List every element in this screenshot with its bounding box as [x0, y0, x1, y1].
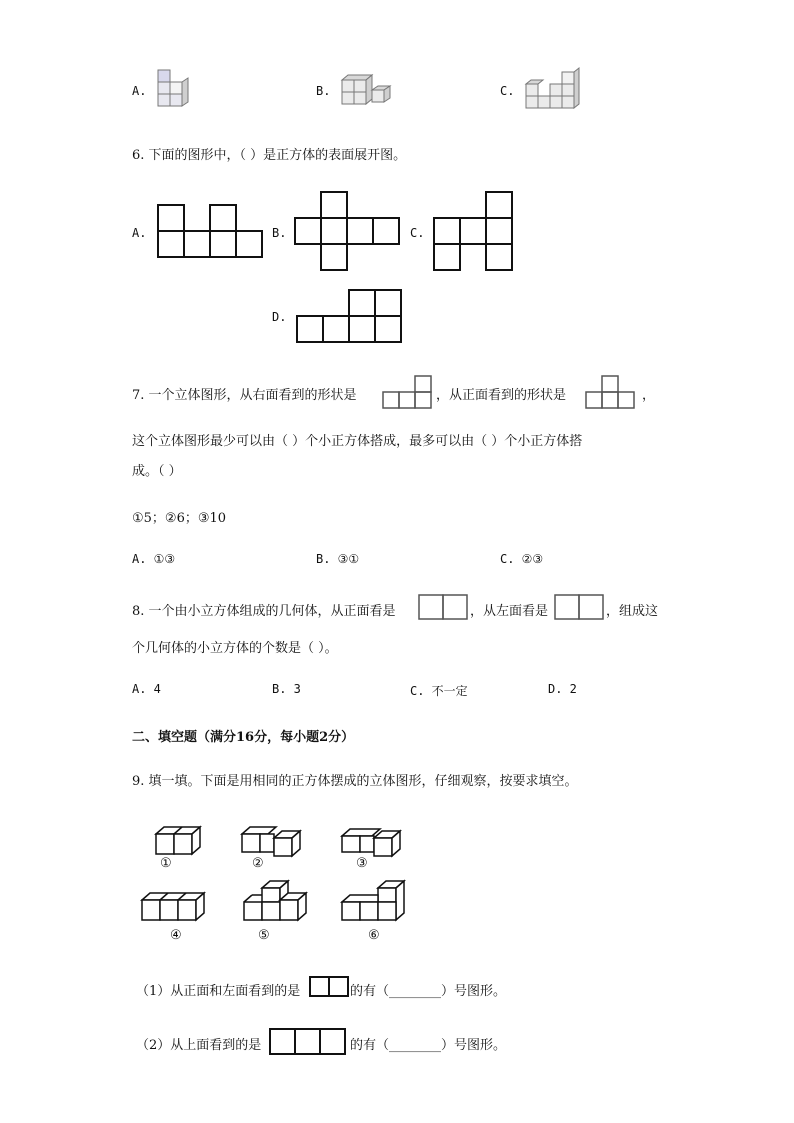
- q7-option-a[interactable]: A. ①③: [132, 552, 176, 566]
- q9-label-6: ⑥: [368, 928, 380, 943]
- q5-option-a-figure: [152, 66, 192, 118]
- q9-figure-4: [140, 890, 210, 924]
- q9-label-2: ②: [252, 856, 264, 871]
- q9-sub2-text-b[interactable]: 的有（________）号图形。: [350, 1038, 507, 1053]
- section-title: 二、填空题（满分16分，每小题2分）: [132, 730, 355, 745]
- q5-option-a[interactable]: A.: [132, 84, 147, 98]
- q9-sub1-text-b[interactable]: 的有（________）号图形。: [350, 984, 507, 999]
- q8-stem-c: ，组成这: [606, 604, 659, 619]
- q9-figure-3: [340, 828, 406, 860]
- q6-option-b[interactable]: B.: [272, 226, 287, 240]
- q6-option-a-net: [157, 204, 263, 258]
- q9-label-4: ④: [170, 928, 182, 943]
- q8-option-c[interactable]: C. 不一定: [410, 684, 468, 698]
- q8-stem-a: 8. 一个由小立方体组成的几何体，从正面看是: [132, 604, 396, 619]
- q9-sub1-figure: [309, 976, 349, 998]
- q9-figure-6: [340, 880, 410, 924]
- q7-line2: 这个立体图形最少可以由（ ）个小正方体搭成，最多可以由（ ）个小正方体搭: [132, 434, 583, 449]
- q9-label-5: ⑤: [258, 928, 270, 943]
- q8-left-view-figure: [554, 594, 604, 620]
- q8-front-view-figure: [418, 594, 468, 620]
- q6-option-c-net: [433, 191, 515, 271]
- q7-stem-b: ，从正面看到的形状是: [436, 388, 567, 403]
- q9-sub2-figure: [269, 1028, 347, 1056]
- q5-option-b-figure: [338, 72, 396, 112]
- q9-figure-1: [154, 824, 208, 858]
- q9-label-3: ③: [356, 856, 368, 871]
- q6-option-d-net: [296, 289, 402, 343]
- q7-option-c[interactable]: C. ②③: [500, 552, 544, 566]
- q9-label-1: ①: [160, 856, 172, 871]
- q8-option-b[interactable]: B. 3: [272, 682, 301, 696]
- q5-option-b[interactable]: B.: [316, 84, 331, 98]
- q8-option-d[interactable]: D. 2: [548, 682, 577, 696]
- q9-sub1-text-a: （1）从正面和左面看到的是: [136, 984, 301, 999]
- q9-stem: 9. 填一填。下面是用相同的正方体摆成的立体图形，仔细观察，按要求填空。: [132, 774, 578, 789]
- q5-option-c[interactable]: C.: [500, 84, 515, 98]
- q7-right-view-figure: [382, 376, 432, 410]
- q6-option-c[interactable]: C.: [410, 226, 425, 240]
- q7-choices: ①5；②6；③10: [132, 511, 227, 526]
- q7-option-b[interactable]: B. ③①: [316, 552, 360, 566]
- q8-line2: 个几何体的小立方体的个数是（ ）。: [132, 641, 338, 656]
- q7-line3: 成。（ ）: [132, 464, 182, 479]
- q8-option-a[interactable]: A. 4: [132, 682, 161, 696]
- q7-stem-c: ，: [642, 388, 656, 403]
- q6-option-d[interactable]: D.: [272, 310, 287, 324]
- q8-stem-b: ，从左面看是: [470, 604, 549, 619]
- q6-stem: 6. 下面的图形中，（ ）是正方体的表面展开图。: [132, 148, 407, 163]
- q6-option-b-net: [294, 191, 400, 271]
- q9-figure-5: [242, 880, 312, 924]
- q6-option-a[interactable]: A.: [132, 226, 147, 240]
- q9-figure-2: [240, 826, 306, 860]
- q5-option-c-figure: [522, 68, 586, 112]
- q7-stem-a: 7. 一个立体图形，从右面看到的形状是: [132, 388, 357, 403]
- q7-front-view-figure: [585, 374, 635, 410]
- q9-sub2-text-a: （2）从上面看到的是: [136, 1038, 262, 1053]
